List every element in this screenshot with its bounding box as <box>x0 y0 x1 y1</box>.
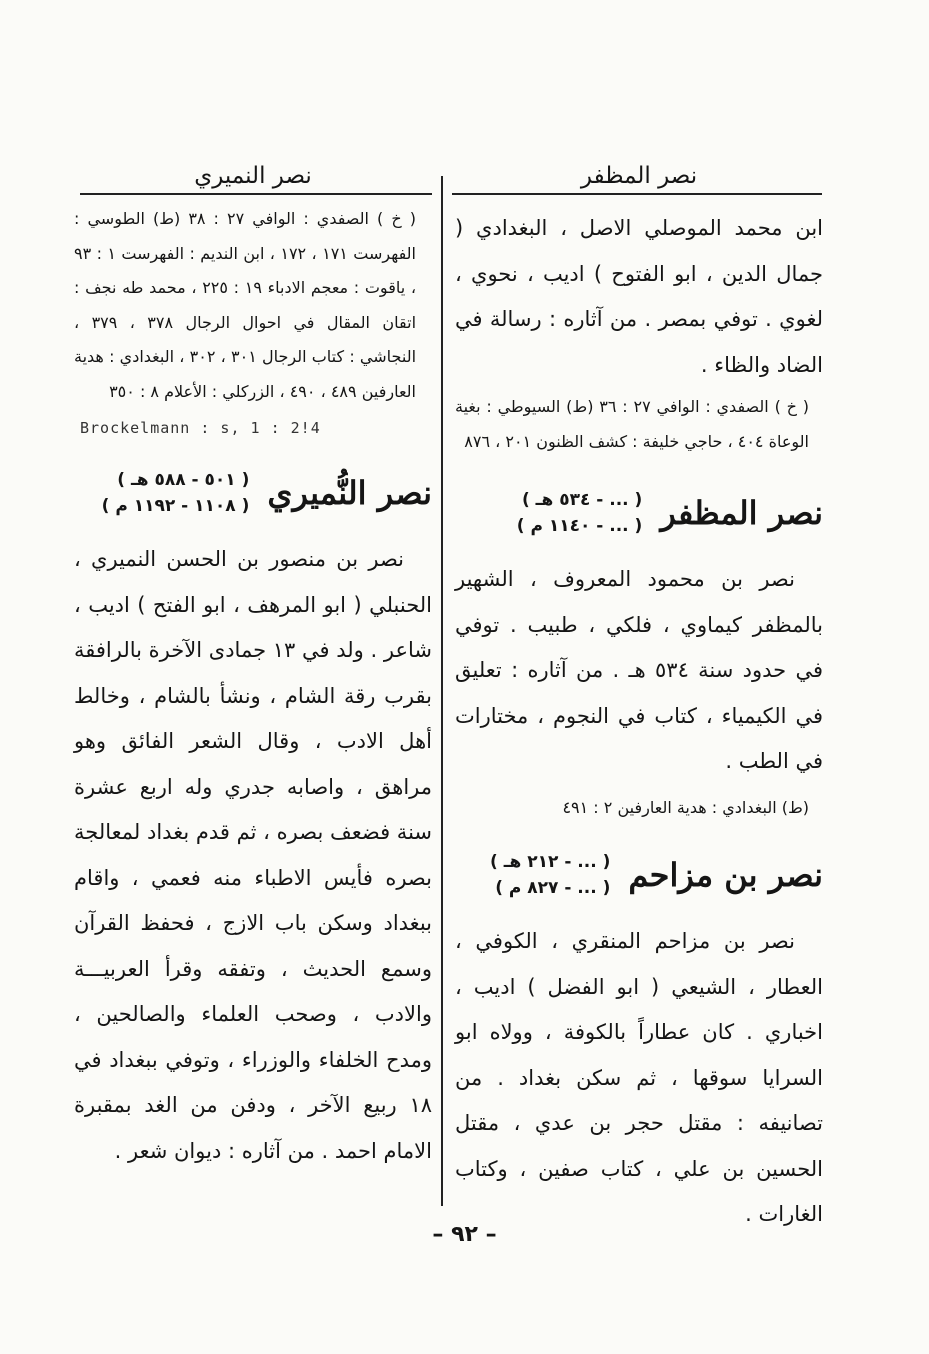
date-hijri: ( ٥٠١ - ٥٨٨ هـ ) <box>117 470 250 490</box>
entry-heading-nasr-numairi <box>74 467 432 519</box>
left-column <box>74 160 432 1174</box>
latin-reference: Brockelmann : s, 1 : 2!4 <box>80 419 321 437</box>
intro-refs-left: ( خ ) الصفدي : الوافي ٢٧ : ٣٨ (ط) الطوسي : الفهرست ١٧١ ، ١٧٢ ، ابن النديم : الفهرست ١ : ٩٣ ، ياقوت : معجم الادباء ١٩ : ٢٢٥ ، محمد طه نجف : اتقان المقال في احوال الرجال ٣٧٨ ، ٣٧٩ ، النجاشي : كتاب الرجال ٣٠١ ، ٣٠٢ ، البغدادي : هدية العارفين ٤٨٩ ، ٤٩٠ ، الزركلي : الأعلام ٨ : ٣٥٠ <box>74 209 417 401</box>
running-head-right: نصر المظفر <box>580 163 698 189</box>
intro-refs-right: ( خ ) الصفدي : الوافي ٢٧ : ٣٦ (ط) السيوطي : بغية الوعاة ٤٠٤ ، حاجي خليفة : كشف الظنون ٢٠١ ، ٨٧٦ <box>455 397 810 451</box>
entry-refs: (ط) البغدادي : هدية العارفين ٢ : ٤٩١ <box>562 797 809 817</box>
date-hijri: ( ... - ٢١٢ هـ ) <box>490 852 611 872</box>
entry-text: نصر بن محمود المعروف ، الشهير بالمظفر كيماوي ، فلكي ، طبيب . توفي في حدود سنة ٥٣٤ هـ . من آثاره : تعليق في الكيمياء ، كتاب في النجوم ، مختارات في الطب . <box>455 567 823 773</box>
entry-title: نصر النُّميري <box>267 474 432 512</box>
entry-title: نصر بن مزاحم <box>628 856 823 894</box>
page-number: – ٩٢ – <box>432 1222 497 1247</box>
date-gregorian: ( ١١٠٨ - ١١٩٢ م ) <box>101 496 250 516</box>
date-hijri: ( ... - ٥٣٤ هـ ) <box>521 490 643 510</box>
running-head-left: نصر النميري <box>194 163 312 189</box>
entry-heading-nasr-muzahim <box>455 849 823 901</box>
column-divider <box>441 176 443 1206</box>
date-gregorian: ( ... - ١١٤٠ م ) <box>516 516 643 536</box>
intro-text-right: ابن محمد الموصلي الاصل ، البغدادي ( جمال الدين ، ابو الفتوح ) اديب ، نحوي ، لغوي . توفي بمصر . من آثاره : رسالة في الضاد والظاء . <box>455 216 823 377</box>
entry-dates <box>517 487 643 539</box>
entry-dates <box>102 467 250 519</box>
date-gregorian: ( ... - ٨٢٧ م ) <box>495 878 611 898</box>
entry-title: نصر المظفر <box>660 494 823 532</box>
right-column <box>455 160 823 1238</box>
entry-text: نصر بن مزاحم المنقري ، الكوفي ، العطار ، الشيعي ( ابو الفضل ) اديب ، اخباري . كان عطاراً بالكوفة ، وولاه ابو السرايا سوقها ، ثم سكن بغداد . من تصانيفه : مقتل حجر بن عدي ، مقتل الحسين بن علي ، كتاب صفين ، وكتاب الغارات . <box>455 929 823 1226</box>
entry-dates <box>490 849 610 901</box>
entry-text: نصر بن منصور بن الحسن النميري ، الحنبلي ( ابو المرهف ، ابو الفتح ) اديب ، شاعر . ولد في ١٣ جمادى الآخرة بالرافقة بقرب رقة الشام ، ونشأ بالشام ، وخالط أهل الادب ، وقال الشعر الفائق وهو مراهق ، واصابه جدري وله اربع عشرة سنة فضعف بصره ، ثم قدم بغداد لمعالجة بصره فأيس الاطباء منه فعمي ، واقام ببغداد وسكن باب الازج ، فحفظ القرآن وسمع الحديث ، وتفقه وقرأ العربيـــة والادب ، وصحب العلماء والصالحين ، ومدح الخلفاء والوزراء ، وتوفي ببغداد في ١٨ ربيع الآخر ، ودفن من الغد بمقبرة الامام احمد . من آثاره : ديوان شعر . <box>74 547 433 1163</box>
entry-heading-nasr-muzaffar <box>455 487 823 539</box>
